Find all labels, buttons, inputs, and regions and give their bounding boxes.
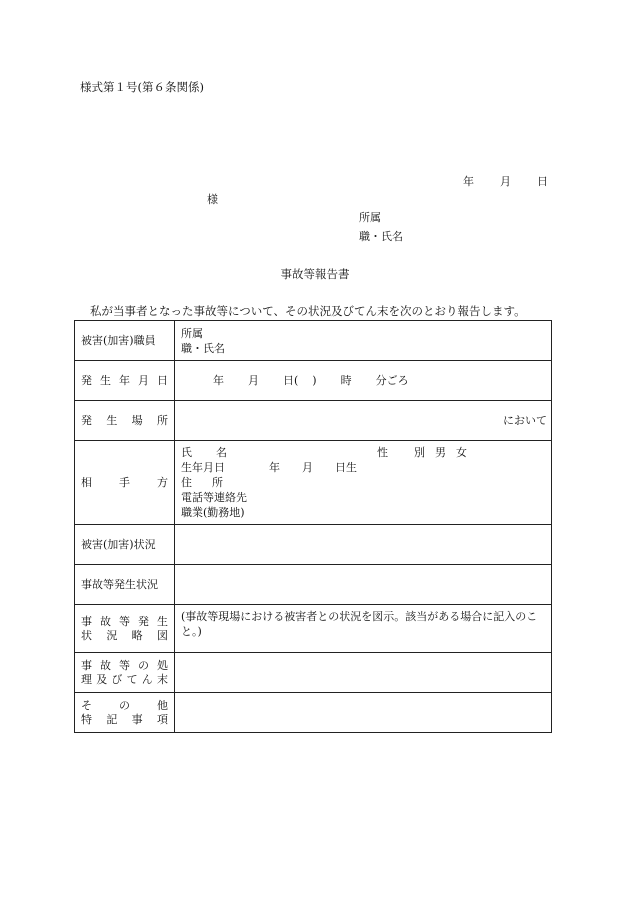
label-char: 手 [119,475,130,489]
report-date [463,175,548,189]
accident-circumstances-field[interactable] [175,565,552,605]
label-char: 生 [106,413,118,427]
row-sketch [75,605,552,653]
label-char: 年 [119,373,130,387]
label-char: び [111,672,123,686]
label-char: 他 [157,698,168,712]
label-sketch [75,605,175,653]
label-char: 故 [100,658,111,672]
label-char: 理 [81,672,92,686]
form-number-label: 様式第１号(第６条関係) [80,80,204,94]
label-char: 況 [106,628,118,642]
label-handling [75,653,175,693]
dt-minute: 分ごろ [375,374,409,387]
counterparty-birth-line [181,460,551,475]
label-char: ん [141,672,153,686]
occurrence-place-field[interactable] [175,401,552,441]
dt-month: 月 [248,374,259,387]
sex-female-option[interactable]: 女 [456,446,467,459]
label-char: て [126,672,138,686]
damage-status-field[interactable] [175,525,552,565]
label-char: 月 [138,373,149,387]
address-label-char: 所 [212,476,223,489]
sketch-field[interactable] [175,605,552,653]
report-table [74,320,552,733]
label-char: 所 [156,413,168,427]
reporter-affiliation-label: 所属 [359,211,381,224]
label-char: 項 [156,712,168,726]
dt-year: 年 [213,374,224,387]
birth-label: 生年月日 [181,461,225,474]
counterparty-contact-line: 電話等連絡先 [181,491,247,504]
dt-paren-close: ) [312,374,317,387]
handling-field[interactable] [175,653,552,693]
addressee-suffix: 様 [207,193,218,206]
label-char: 処 [157,658,168,672]
label-char: そ [81,698,92,712]
row-victim-staff [75,321,552,361]
label-char: の [138,658,149,672]
row-damage-status [75,525,552,565]
date-month: 月 [500,175,511,188]
row-accident-circumstances [75,565,552,605]
label-char: 発 [81,373,92,387]
row-counterparty [75,441,552,525]
label-accident-circumstances: 事故等発生状況 [75,565,175,605]
place-suffix: において [503,414,547,427]
birth-month: 月 [302,461,313,474]
row-handling [75,653,552,693]
label-char: 等 [119,614,130,628]
label-other-notes [75,693,175,733]
label-char: 相 [81,475,92,489]
label-char: 事 [81,614,92,628]
label-char: 事 [131,712,143,726]
birth-day: 日生 [335,461,357,474]
date-year: 年 [463,175,474,188]
victim-affiliation-label: 所属 [181,326,203,340]
label-char: 発 [138,614,149,628]
label-damage-status: 被害(加害)状況 [75,525,175,565]
sex-male-option[interactable]: 男 [435,446,446,459]
address-label-char: 住 [181,476,192,489]
counterparty-address-line [181,475,551,490]
document-title: 事故等報告書 [280,267,350,281]
sketch-note: (事故等現場における被害者との状況を図示。該当がある場合に記入のこと。) [181,610,538,638]
intro-text: 私が当事者となった事故等について、その状況及びてん末を次のとおり報告します。 [90,304,526,318]
label-char: 図 [156,628,168,642]
label-char: 末 [156,672,168,686]
label-char: 略 [131,628,143,642]
label-char: 特 [81,712,92,726]
sex-label-char: 別 [414,446,425,459]
name-label-char: 名 [216,446,227,459]
victim-staff-field[interactable] [175,321,552,361]
label-counterparty [75,441,175,525]
counterparty-occupation-line: 職業(勤務地) [181,506,245,519]
label-char: 日 [157,373,168,387]
label-occurrence-place [75,401,175,441]
reporter-name-label: 職・氏名 [359,230,403,243]
dt-hour: 時 [340,374,352,387]
label-char: 記 [106,712,118,726]
label-victim-staff: 被害(加害)職員 [75,321,175,361]
counterparty-field[interactable] [175,441,552,525]
name-label-char: 氏 [181,446,192,459]
sex-label-char: 性 [377,446,388,459]
label-char: 及 [96,672,108,686]
birth-year: 年 [269,461,280,474]
label-char: 故 [100,614,111,628]
row-occurrence-datetime [75,361,552,401]
victim-name-label: 職・氏名 [181,341,225,355]
label-char: 場 [131,413,143,427]
label-char: 発 [81,413,92,427]
other-notes-field[interactable] [175,693,552,733]
label-char: の [119,698,130,712]
row-other-notes [75,693,552,733]
label-char: 状 [81,628,92,642]
label-char: 生 [157,614,168,628]
counterparty-name-sex-line [181,445,551,460]
label-char: 等 [119,658,130,672]
label-char: 生 [100,373,111,387]
occurrence-datetime-field[interactable] [175,361,552,401]
row-occurrence-place [75,401,552,441]
label-occurrence-datetime [75,361,175,401]
label-char: 方 [157,475,168,489]
dt-day: 日( [283,374,299,387]
date-day: 日 [537,175,548,188]
label-char: 事 [81,658,92,672]
